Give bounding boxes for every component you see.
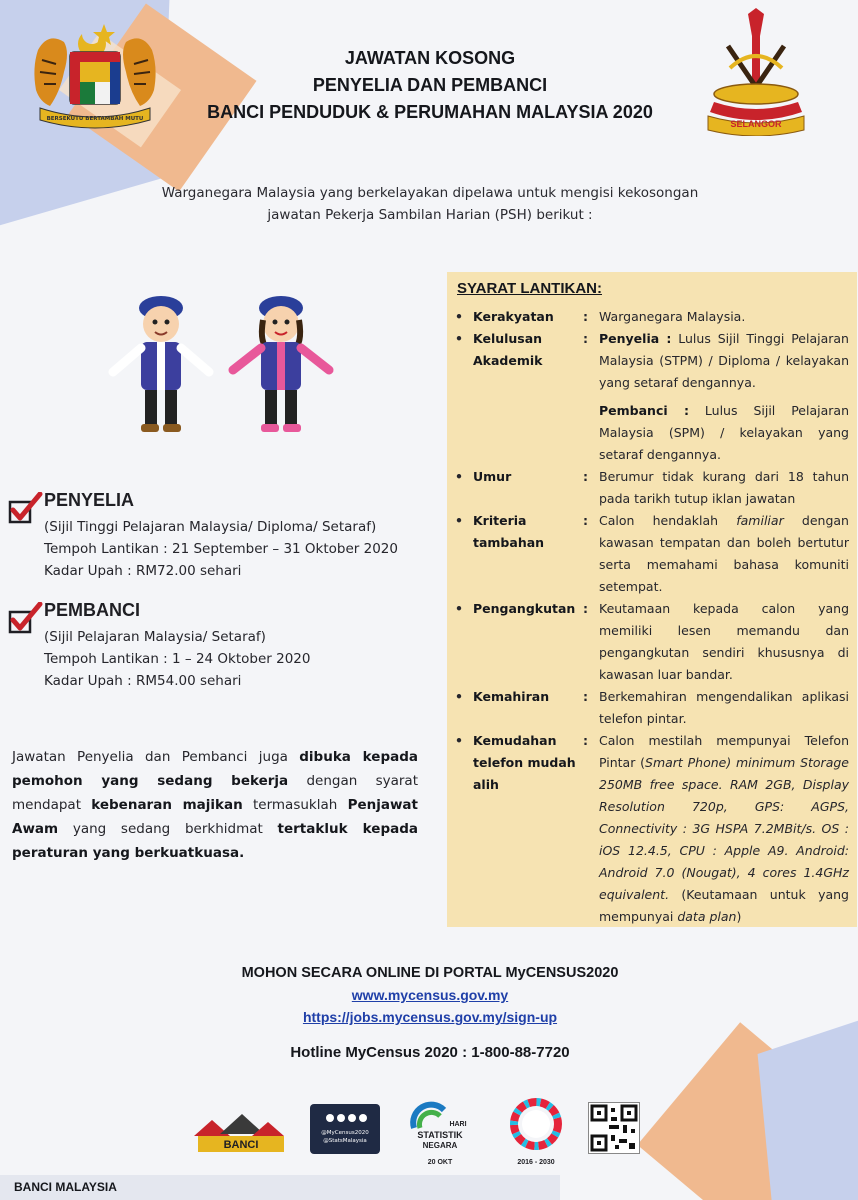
- position-wage: Kadar Upah : RM54.00 sehari: [44, 673, 242, 689]
- req-value: Warganegara Malaysia.: [599, 309, 746, 324]
- hari-statistik-logo: [400, 1098, 480, 1168]
- selangor-logo: [700, 8, 812, 136]
- req-subvalue: Lulus Sijil Pelajaran Malaysia (SPM) / kelayakan yang setaraf dengannya.: [599, 403, 849, 462]
- req-colon: :: [583, 689, 588, 704]
- banci-logo-text: BANCI: [223, 1139, 259, 1151]
- req-label: Kemudahan telefon mudah alih: [473, 733, 576, 792]
- negara-text: NEGARA: [422, 1141, 458, 1150]
- checkbox-checked-icon: [8, 492, 44, 526]
- position-qualification: (Sijil Pelajaran Malaysia/ Setaraf): [44, 629, 266, 645]
- note-text: yang sedang berkhidmat: [58, 821, 278, 837]
- header-line-2: PENYELIA DAN PEMBANCI: [312, 75, 548, 95]
- req-value: Berumur tidak kurang dari 18 tahun pada tarikh tutup iklan jawatan: [599, 469, 849, 506]
- banci-logo: [190, 1110, 290, 1156]
- position-title: PEMBANCI: [44, 600, 141, 620]
- bullet-icon: •: [455, 601, 463, 616]
- footer-bar: [0, 1175, 560, 1200]
- social-handle-2: @StatsMalaysia: [323, 1138, 367, 1144]
- req-value: [599, 510, 849, 598]
- sdg-logo: [496, 1098, 576, 1168]
- req-subvalue: Lulus Sijil Tinggi Pelajaran Malaysia (STPM) / Diploma / kelayakan yang setaraf dengannya.: [599, 331, 849, 390]
- mascot-illustration: [105, 290, 345, 450]
- note-emphasis: dibuka kepada pemohon yang sedang bekerja: [12, 749, 418, 789]
- jata-negara-logo: [30, 20, 160, 130]
- bullet-icon: •: [455, 331, 463, 346]
- note-emphasis: kebenaran majikan: [91, 797, 243, 813]
- req-label: Umur: [473, 469, 512, 484]
- req-italic: Smart Phone) minimum Storage 250MB free space. RAM 2GB, Display Resolution 720p, GPS: AGPS, Connectivity : 3G HSPA 7.2MBit/s. OS : iOS 12.4.5, CPU : Apple A9. Android: Android 7.0 (Nougat), 4 cores 1.4GHz equivalent.: [599, 755, 849, 902]
- req-colon: :: [583, 733, 588, 748]
- hari-date-text: 20 OKT: [427, 1159, 453, 1166]
- note-text: Jawatan Penyelia dan Pembanci juga: [12, 749, 300, 765]
- social-media-logo: [310, 1104, 380, 1154]
- req-colon: :: [583, 331, 588, 346]
- position-details: [44, 516, 398, 582]
- req-italic: data plan: [677, 909, 737, 924]
- req-colon: :: [583, 513, 588, 528]
- partner-logos: [190, 1098, 650, 1170]
- req-text: Calon hendaklah: [599, 513, 737, 528]
- bullet-icon: •: [455, 309, 463, 324]
- eligibility-note: [12, 745, 418, 865]
- apply-section: [150, 962, 710, 1064]
- req-text: (Keutamaan untuk yang mempunyai: [599, 887, 849, 924]
- position-period: Tempoh Lantikan : 1 – 24 Oktober 2020: [44, 651, 311, 667]
- bullet-icon: •: [455, 469, 463, 484]
- sdg-years-text: 2016 - 2030: [517, 1159, 555, 1166]
- req-sublabel: Penyelia :: [599, 331, 672, 346]
- req-label: Pengangkutan: [473, 601, 576, 616]
- census-mascots: [105, 290, 345, 450]
- bullet-icon: •: [455, 689, 463, 704]
- note-emphasis: Penjawat Awam: [12, 797, 418, 837]
- bullet-icon: •: [455, 513, 463, 528]
- signup-link[interactable]: https://jobs.mycensus.gov.my/sign-up: [302, 1009, 558, 1025]
- header-line-3: BANCI PENDUDUK & PERUMAHAN MALAYSIA 2020: [207, 102, 653, 122]
- req-label: Kemahiran: [473, 689, 550, 704]
- decor-shape-blue-bottom: [758, 999, 858, 1200]
- apply-heading: MOHON SECARA ONLINE DI PORTAL MyCENSUS2020: [241, 965, 619, 981]
- req-label: Kelulusan Akademik: [473, 331, 543, 368]
- req-label: Kerakyatan: [473, 309, 554, 324]
- position-qualification: (Sijil Tinggi Pelajaran Malaysia/ Diploma/ Setaraf): [44, 519, 377, 535]
- social-handle-1: @MyCensus2020: [321, 1130, 369, 1136]
- intro-line-2: jawatan Pekerja Sambilan Harian (PSH) berikut :: [267, 207, 593, 223]
- note-text: dengan syarat mendapat: [12, 773, 418, 813]
- selangor-label: SELANGOR: [730, 119, 782, 129]
- req-value: Berkemahiran mengendalikan aplikasi telefon pintar.: [599, 689, 849, 726]
- requirements-panel: [447, 272, 857, 927]
- req-value: [599, 730, 849, 928]
- checkbox-checked-icon: [8, 602, 44, 636]
- intro-line-1: Warganegara Malaysia yang berkelayakan dipelawa untuk mengisi kekosongan: [161, 185, 699, 201]
- qr-code-icon[interactable]: [588, 1102, 640, 1154]
- mycensus-link[interactable]: www.mycensus.gov.my: [351, 987, 509, 1003]
- req-text: Calon mestilah mempunyai Telefon Pintar (: [599, 733, 849, 770]
- intro-text: [90, 182, 770, 226]
- req-value: [599, 328, 849, 394]
- req-sublabel: Pembanci :: [599, 403, 689, 418]
- position-title: PENYELIA: [44, 490, 135, 510]
- hotline-text: Hotline MyCensus 2020 : 1-800-88-7720: [290, 1044, 570, 1061]
- header-line-1: JAWATAN KOSONG: [344, 48, 516, 68]
- req-text: dengan kawasan tempatan dan boleh bertutur serta memahami bahasa komuniti setempat.: [599, 513, 849, 594]
- req-colon: :: [583, 601, 588, 616]
- note-text: termasuklah: [242, 797, 348, 813]
- position-wage: Kadar Upah : RM72.00 sehari: [44, 563, 242, 579]
- footer-label: BANCI MALAYSIA: [14, 1180, 117, 1194]
- req-value: Keutamaan kepada calon yang memiliki lesen memandu dan pengangkutan sendiri khususnya di kawasan luar bandar.: [599, 601, 849, 682]
- bullet-icon: •: [455, 733, 463, 748]
- jata-motto-text: BERSEKUTU BERTAMBAH MUTU: [46, 116, 144, 122]
- position-details: [44, 626, 310, 692]
- requirements-title: SYARAT LANTIKAN:: [457, 280, 602, 297]
- note-emphasis: tertakluk kepada peraturan yang berkuatkuasa.: [12, 821, 419, 861]
- hari-text: HARI: [449, 1121, 467, 1128]
- page-header: [160, 45, 700, 126]
- req-italic: familiar: [736, 513, 784, 528]
- req-colon: :: [583, 309, 588, 324]
- req-colon: :: [583, 469, 588, 484]
- req-label: Kriteria tambahan: [473, 513, 545, 550]
- req-value: [599, 400, 849, 466]
- position-period: Tempoh Lantikan : 21 September – 31 Oktober 2020: [44, 541, 398, 557]
- req-text: ): [736, 909, 742, 924]
- statistik-text: STATISTIK: [417, 1130, 463, 1140]
